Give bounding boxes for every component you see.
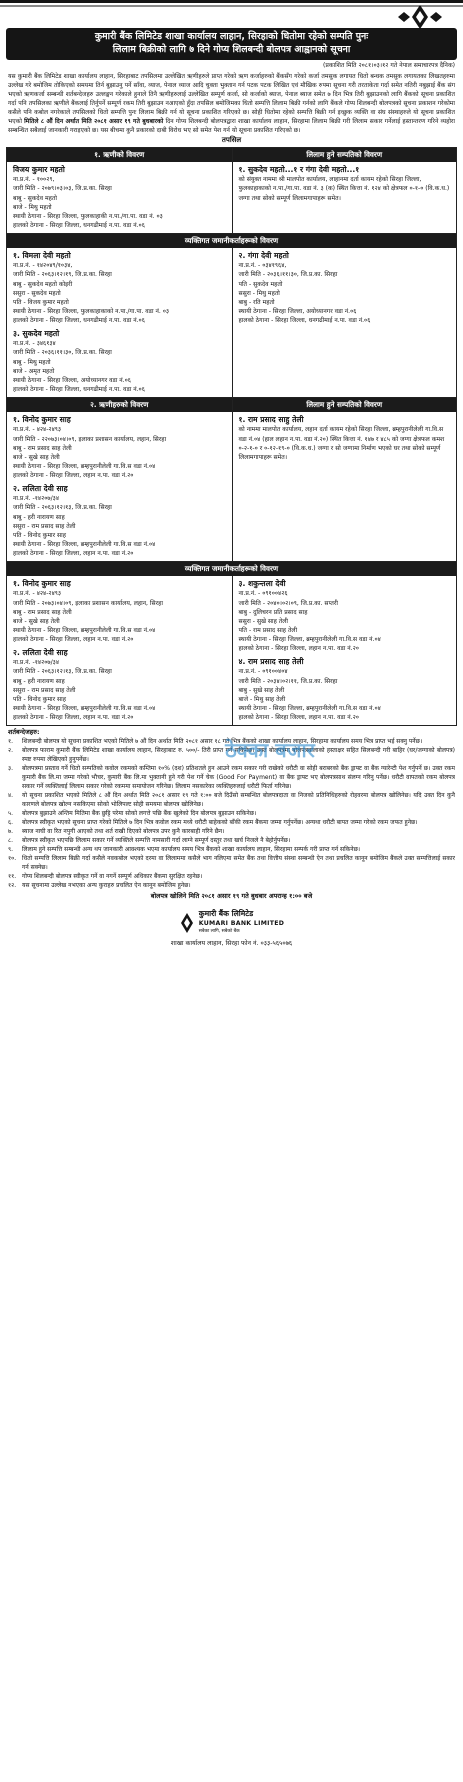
- property-1-owner: १. सुकदेव महतो...१ र गंगा देवी महतो...१: [238, 165, 360, 175]
- tapsil-label: तपसिल: [221, 136, 242, 145]
- detail-line: ना.प्र.नं. - ०९१००४२६: [238, 590, 288, 598]
- guarantor-name: २. गंगा देवी महतो: [238, 251, 289, 261]
- guarantor2-left: [7, 576, 232, 725]
- borrowers-2: [7, 412, 232, 561]
- intro-text-3: दिन गोप्य शिलबन्दी बोलपत्रद्वारा शाखा कार्यालय लाहान, सिरहामा लिलाम बिक्री गरी लिलाम सकार गर्नेलाई हस्तान्तरण गरिने व्यहोरा सम्बन्धित सबैलाई जानकारी गराइएको छ। यस बीचमा कुनै प्रकारको दाबी विरोध भए सो समेत पेश गर्न यो सूचना प्रकाशित गरिएको छ।: [8, 118, 456, 135]
- detail-line: बाबु - रति महतो: [238, 298, 275, 306]
- borrower-1-name: विजय कुमार महतो: [13, 165, 65, 175]
- notice-title-line-1: कुमारी बैंक लिमिटेड शाखा कार्यालय लाहान, सिरहाको धितोमा रहेको सम्पति पुनः: [94, 31, 369, 42]
- footer-bank-logo: [6, 909, 457, 935]
- kumari-logo-icon: [390, 3, 450, 31]
- detail-line: हालको ठेगाना - सिरहा जिल्ला, लहान न.पा. वडा नं.२०: [13, 472, 134, 480]
- guarantor1-body: [7, 248, 456, 397]
- property-2: [232, 412, 457, 561]
- detail-line: स्थायी ठेगाना - सिरहा जिल्ला, ब्रम्हपुरानीलेली गा.वि.स वडा नं.०४: [13, 627, 156, 634]
- watermark-text: ठेक्का बजार: [225, 738, 315, 762]
- detail-line: को नाममा मालपोत कार्यालय, लहान दर्ता कायम रहेको सिरहा जिल्ला, ब्रम्हपुरानीलेली गा.वि.स वडा नं.०४ (हाल लहान न.पा. वडा नं.२०) स्थित कित्ता नं. १४७ र ४८५ को जग्गा क्षेत्रफल कमश ०-२-१-० र ०-१२-१९-० (वि.क.ध.) जग्गा र सो जग्गामा निर्माण भएको घर तथा सोको सम्पूर्ण लिलामगापाहरू समेत।: [238, 426, 445, 461]
- detail-line: जारी मिति - २०३४।०२।११, जि.प्र.का. सिरहा: [238, 677, 338, 685]
- bank-slogan: सबैका लागि, सबैको बैंक: [198, 929, 240, 935]
- detail-line: जारी मिति - २०४०।०२।०९, जि.प्र.का. सप्तरी: [238, 599, 338, 607]
- notice-title-banner: [6, 28, 457, 60]
- detail-line: ना.प्र.नं. - १४२०४९/१०३४,: [13, 262, 73, 270]
- detail-line: हालको ठेगाना - सिरहा जिल्ला, लहान न.पा. वडा नं.२०: [13, 550, 134, 558]
- detail-line: हालको ठेगाना - सिरहा जिल्ला, लहान न.पा. वडा नं.२०: [238, 645, 359, 653]
- footer-contact: शाखा कार्यालय लाहान, सिरहा फोन नं. ०३३-५६५०७६: [170, 939, 293, 947]
- guarantor2-body: [7, 576, 456, 725]
- detail-line: ससुरा - सुखे साह तेली: [238, 617, 288, 625]
- term-item: ७. ब्याज नाघी वा रित नपुगी आएको तथा शर्त राखी दिएको बोलपत्र उपर कुनै कारबाही गरिने छैन।: [8, 828, 225, 836]
- block2-heads: [7, 397, 456, 412]
- term-item: ९. लिलाम हुने सम्पत्ति सम्बन्धी अन्य थप जानकारी आवश्यक भएमा कार्यालय समय भित्र बैंकको शाखा कार्यालय लाहान, सिरहामा सम्पर्क गरी प्राप्त गर्न सकिनेछ।: [8, 846, 361, 854]
- guarantor-name: ३. सुकदेव महतो: [13, 329, 60, 339]
- detail-line: स्थायी ठेगाना - सिरहा जिल्ला, अयोध्यानगर वडा नं.०६: [238, 308, 357, 316]
- term-item: ८. बोलपत्र स्वीकृत भएपछि लिलाम सकार गर्ने व्यक्तिले सम्पत्ति नामसारी गर्दा लाग्ने सम्पूर्ण दस्तुर तथा खर्च निजले नै बेहोर्नुपर्नेछ।: [8, 837, 291, 845]
- guarantor-name: १. विनोद कुमार साह: [13, 579, 71, 589]
- detail-line: बाजे - मिथु साह तेली: [238, 695, 286, 703]
- detail-line: जारी मिति - २०७९।०३।०३, जि.प्र.का. सिरहा: [13, 185, 112, 193]
- detail-line: स्थायी ठेगाना - सिरहा जिल्ला, ब्रम्हपुरानीलेली गा.वि.स वडा नं.०४: [238, 636, 381, 644]
- terms-heading: शर्तबन्देजहरु:: [8, 728, 40, 737]
- detail-line: बाबु - राम प्रसाद साह तेली: [13, 608, 72, 616]
- property-head-1: लिलाम हुने सम्पतिको विवरण: [233, 148, 457, 162]
- detail-line: स्थायी ठेगाना - सिरहा जिल्ला, ब्रम्हपुरानीलेली गा.वि.स वडा नं.०४: [13, 540, 156, 548]
- term-item: ५. बोलपत्र बुझाउने अन्तिम मितिमा बैंक छुट्टि परेमा सोको लगत्ते पछि बैंक खुलेको दिन बोलपत्र बुझाउन सकिनेछ।: [8, 810, 257, 818]
- detail-line: ना.प्र.नं. - ३४६१३४: [13, 340, 56, 348]
- bank-name-english: KUMARI BANK LIMITED: [198, 920, 285, 928]
- detail-line: स्थायी ठेगाना - सिरहा जिल्ला, फुलकाहाकाको न.पा./गा.पा. वडा नं. ०३: [13, 308, 170, 316]
- bank-name-nepali: कुमारी बैंक लिमिटेड: [198, 909, 254, 919]
- property-1: [232, 162, 457, 233]
- detail-line: पति - विनोद कुमार साह: [13, 695, 66, 703]
- detail-line: ना.प्र.नं. -१४२०७/३४: [13, 495, 59, 503]
- detail-line: स्थायी ठेगाना - सिरहा जिल्ला, ब्रम्हपुरानीलेली गा.वि.स वडा नं.०४: [238, 704, 381, 712]
- borrower-head-1: १. ऋणीको विवरण: [7, 148, 232, 162]
- detail-line: बाबु - दुलिचरन प्रति प्रसाद साह: [238, 608, 308, 616]
- guarantor1-left: [7, 248, 232, 397]
- detail-line: ना.प्र.नं. -१४२०७/३४: [13, 659, 59, 667]
- detail-line: बाबु - सुकदेव महतो: [13, 194, 57, 202]
- guarantor-name: १. विमला देवी महतो: [13, 251, 71, 261]
- intro-text-2: सोही धितोमा रहेको सम्पत्ति बिक्री गर्न इच्छुक व्यक्ति वा संघ संस्थाहरुले यो सूचना प्रकाशित भएको: [8, 109, 455, 126]
- detail-line: हालको ठेगाना - सिरहा जिल्ला, धनगढीमाई न.पा. वडा नं.०६: [238, 317, 371, 325]
- property-2-owner: १. राम प्रसाद साहु तेली: [238, 415, 304, 425]
- detail-line: स्थायी ठेगाना - सिरहा जिल्ला, फुलकाहाकी न.पा./गा.पा. वडा नं. ०३: [13, 212, 163, 220]
- detail-line: जारी मिति - २०७३।०४।०९, इलाका प्रशासन कार्यालय, लहान, सिरहा: [13, 599, 163, 607]
- term-item: ४. यो सूचना प्रकाशित भएको मितिले ८ औं दिन अर्थात मिति २०८१ असार १९ गते १:०० बजे दिउँसो सम्बन्धित बोलपत्रदाता वा निजको प्रतिनिधिहरुको रोहवरमा बोलपत्र खोलिनेछ। यदि उक्त दिन कुनै कारणले बोलपत्र खोल्न नसकिएमा सोको भोलिपल्ट सोही समयमा बोलपत्र खोलिनेछ।: [8, 792, 455, 809]
- detail-line: ना.प्र.नं. - ४२४-२४९३: [13, 426, 62, 434]
- detail-line: ना.प्र.नं. - ०९१००४०४: [238, 668, 288, 676]
- guarantor2-right: [232, 576, 457, 725]
- guarantor-head-2: व्यक्तिगत जमानीकर्ताहरूको विवरण: [7, 561, 456, 576]
- detail-line: स्थायी ठेगाना - सिरहा जिल्ला, ब्रम्हपुरानीलेली गा.वि.स वडा नं.०४: [13, 704, 156, 712]
- publication-note: (प्रकाशित मिति २०८१।०३।१२ गते नेपाल समाचारपत्र दैनिक): [323, 62, 455, 70]
- detail-line: जारी मिति - २०३६।११।३०, जि.प्र.का. सिरहा: [13, 349, 112, 357]
- detail-line: जारी मिति - २०६३।१२।१३, जि.प्र.का. सिरहा: [13, 668, 112, 676]
- detail-line: को संयुक्त नाममा श्री मालपोत कार्यालय, लाहानमा दर्ता कायम रहेको सिरहा जिल्ला, फुलकाहाकाको न.पा./गा.पा. वडा नं. ३ (क) स्थित कित्ता नं. १२४ को क्षेत्रफल ०-१-० (वि.क.ध.) जग्गा तथा सोको सम्पूर्ण लिलामगापाहरू समेत।: [238, 176, 450, 202]
- detail-line: बाजे - अमृत महतो: [13, 367, 55, 375]
- detail-line: हालको ठेगाना - सिरहा जिल्ला, धनगढीमाई न.पा. वडा नं.०६: [13, 317, 145, 325]
- intro-paragraph: [6, 72, 457, 135]
- detail-line: जारी मिति - २०६३।१२।१३, जि.प्र.का. सिरहा: [13, 504, 112, 512]
- notice-title-line-2: लिलाम बिक्रीको लागि ७ दिने गोप्य शिलबन्दी बोलपत्र आह्वानको सूचना: [112, 43, 351, 55]
- detail-line: बाजे - सुखे साह तेली: [13, 453, 60, 461]
- detail-line: बाबु - सुखे साह तेली: [238, 686, 285, 694]
- bid-opening-note: बोलपत्र खोलिने मिति २०८१ असार १९ गते बुधबार अपरान्ह १:०० बजे: [150, 892, 313, 901]
- detail-line: पति - विनोद कुमार साह: [13, 531, 66, 539]
- intro-text-1: यस कुमारी बैंक लिमिटेड शाखा कार्यालय लाहान, सिरहाबाट तपसिलमा उल्लेखित ऋणीहरुले प्राप्त गरेको ऋण कर्जाहरुको बैंकसँग गरेको कर्जा तमसुक लगायत धितो बन्धक तमसुक लगायतका लिखतहरुमा उल्लेख गरे बमोजिम तोकिएको समयमा तिर्न बुझाउनु पर्ने साँवा, व्याज, पेनाल व्याज आदि चुक्ता भुक्तान गर्न पटक पटक लिखित एवं मौखिक रुपमा सूचना गरी तरताकेता गर्दा समेत नतिरी नबुझाई बैंक संग भएको ऋणकर्जा सम्बन्धी शर्तबन्देजहरु उल्लङ्घन गरेकाले हुनाले तिनै ऋणीहरुलाई उल्लेखित सम्पूर्ण कर्जा, सो कर्जाको ब्याज, पेनाल ब्याज समेत ७ दिन भित्र तिरी बुझाउनको लागि बैंकको सूचना प्रकाशित गर्दा पनि तपसिलका ऋणीले बैंकलाई तिर्नुपर्ने सम्पूर्ण रकम तिरी बुझाउन नआएको हुँदा तपसिल बमोजिमका धितो सम्पत्ति लिलाम बिक्री गर्नको लागि बैंकले गोप्य शिलबन्दी बोलपत्रको सूचना प्रकाशन गरेकोमा कसैले पनि कबोल नगरेकाले तपसिलको धितो सम्पत्ति पुनः लिलाम बिक्री गर्न यो सूचना प्रकाशित गरिएको छ।: [8, 73, 455, 117]
- detail-line: जारी मिति - २०६३।१२।१९, जि.प्र.का. सिरहा: [13, 271, 112, 279]
- guarantor-name: २. ललिता देवी साह: [13, 648, 68, 658]
- block1-body: [7, 162, 456, 233]
- term-item: ३. बोलपत्रमा प्रस्ताव गर्ने धितो सम्पतिको कवोल रकमको कम्तिमा १०% (दश) प्रतिशतले हुन आउने रकम सकार गरी राखेको धरौटी वा सोही बराबरको बैंक ड्राफ्ट वा बैंक ग्यारेन्टी पेश गर्नुपर्ने छ। उक्त रकम कुमारी बैंक लि.मा जम्मा गरेको भौचर, कुमारी बैंक लि.मा भुक्तानी हुने गरी पेश गर्ने चेक (Good For Payment) वा बैंक ड्राफ्ट भए बोलपत्रसाथ संलग्न गरिनु पर्नेछ। धरौटी वापतको रकम बोलपत्र सकार गर्ने व्यक्तिलाई लिलाम सकार गरेको रकममा समायोजन गरिनेछ। लिलाम नसकारेका व्यक्तिहरुलाई धरौटी फिर्ता गरिनेछ।: [8, 765, 455, 791]
- detail-line: बाबु - हरी नारायण साह: [13, 677, 65, 685]
- detail-line: बाबु - हरी नारायण साह: [13, 513, 65, 521]
- detail-line: हालको ठेगाना - सिरहा जिल्ला, लहान न.पा. वडा नं.२०: [13, 714, 134, 722]
- detail-line: ससुरा - राम प्रसाद साह तेली: [13, 686, 76, 694]
- borrower-1: [7, 162, 232, 233]
- borrower-name: २. ललिता देवी साह: [13, 484, 68, 494]
- block2-body: [7, 412, 456, 561]
- detail-line: बाबु - सुकदेव महतो कोइरी: [13, 280, 73, 288]
- term-item: २. बोलपत्र फाराम कुमारी बैंक लिमिटेड शाखा कार्यालय लाहान, सिरहाबाट रु. ५००/- तिरी प्राप्त गर्न सकिनेछ। उक्त बोलपत्रमा बोलपत्रवालाको हस्ताक्षर सहित सिलबन्दी गरी बाहिर (घर/जग्गाको बोलपत्र) स्पष्ट रुपमा लेखिएको हुनुपर्नेछ।: [8, 747, 455, 764]
- property-head-2: लिलाम हुने सम्पतिको विवरण: [233, 397, 457, 412]
- detail-line: स्थायी ठेगाना - सिरहा जिल्ला, अयोध्यानगर वडा नं.०६: [13, 376, 131, 384]
- detail-line: पति - राम प्रसाद साह तेली: [238, 627, 298, 634]
- detail-line: ससुरा - मिथु महतो: [238, 289, 280, 297]
- guarantor-name: ३. शकुन्तला देवी: [238, 579, 286, 589]
- detail-line: हालको ठेगाना - सिरहा जिल्ला, लहान न.पा. वडा नं.२०: [13, 636, 134, 644]
- detail-line: ना.प्र.नं. - ४२४-२४९३: [13, 590, 62, 598]
- thekka-bazar-watermark: [200, 735, 340, 765]
- detail-line: ससुरा - सुकदेव महतो: [13, 289, 61, 297]
- detail-line: बाजे - मिथु महतो: [13, 203, 52, 211]
- detail-line: बाबु - मिथु महतो: [13, 358, 51, 366]
- term-item: १०. धितो सम्पत्ति लिलाम बिक्री गर्दा कसैले नवकबोल भएको दरमा वा लिलाममा कसैले भाग नलिएमा समेत बैंक तथा वित्तीय संस्था सम्बन्धी ऐन तथा प्रचलित कानून बमोजिम बैंकले उक्त सम्पत्तिलाई सकार गर्न सक्नेछ।: [8, 855, 455, 872]
- term-item: १२. यस सूचनामा उल्लेख नभएका अन्य कुराहरु प्रचलित ऐन कानून बमोजिम हुनेछ।: [8, 882, 191, 890]
- intro-bold-date: मितिले ८ औं दिन अर्थात मिति २०८१ असार १९ गते बुधबारको: [24, 118, 164, 126]
- detail-line: पति - सुकदेव महतो: [238, 280, 283, 288]
- detail-line: पति - विजय कुमार महतो: [13, 298, 69, 306]
- borrower-name: १. विनोद कुमार साह: [13, 415, 71, 425]
- kumari-bank-logo-icon: [179, 912, 195, 934]
- detail-line: हालको ठेगाना - सिरहा जिल्ला, धनगढीमाई न.पा. वडा नं.०६: [13, 221, 145, 229]
- term-item: ११. गोप्य शिलबन्दी बोलपत्र स्वीकृत गर्ने वा नगर्ने सम्पूर्ण अधिकार बैंकमा सुरक्षित रहनेछ।: [8, 873, 203, 881]
- detail-line: बाबु - राम प्रसाद साह तेली: [13, 444, 72, 452]
- detail-line: ससुरा - राम प्रसाद साह तेली: [13, 522, 76, 530]
- detail-line: ना.प्र.नं. - १००२९,: [13, 176, 55, 184]
- guarantor-name: ४. राम प्रसाद साह तेली: [238, 657, 304, 667]
- block1-heads: [7, 148, 456, 162]
- detail-line: बाजे - सुखे साह तेली: [13, 617, 60, 625]
- detail-line: हालको ठेगाना - सिरहा जिल्ला, लहान न.पा. वडा नं.२०: [238, 714, 359, 722]
- term-item: ६. बोलपत्र स्वीकृत भएको सूचना प्राप्त गरेको मितिले ७ दिन भित्र कवोल रकम मध्ये धरौटी बाहेकको बाँकी रकम बैंकमा जम्मा गर्नुपर्नेछ। अन्यथा धरौटी बापत जम्मा गरेको रकम जफत हुनेछ।: [8, 819, 418, 827]
- detail-line: जारी मिति - २२०७३।०४।०९, इलाका प्रशासन कार्यालय, लहान, सिरहा: [13, 435, 167, 443]
- details-table: [6, 147, 457, 726]
- detail-line: जारी मिति - २०३६।११।३०, जि.प्र.का. सिरहा: [238, 271, 338, 279]
- guarantor-head-1: व्यक्तिगत जमानीकर्ताहरूको विवरण: [7, 233, 456, 248]
- detail-line: ना.प्र.नं. - ०३४१९६४,: [238, 262, 287, 270]
- guarantor1-right: [232, 248, 457, 397]
- borrower-head-2: २. ऋणीहरुको विवरण: [7, 397, 232, 412]
- detail-line: हालको ठेगाना - सिरहा जिल्ला, धनगढीमाई न.पा. वडा नं.०६: [13, 386, 145, 394]
- term-item: १. शिलबन्दी बोलपत्र यो सूचना प्रकाशित भएको मितिले ७ औं दिन अर्थात मिति २०८१ असार १८ गते भित्र बैंकको शाखा कार्यालय लाहान, सिरहामा कार्यालय समय भित्र प्राप्त भई सक्नु पर्नेछ।: [8, 738, 423, 746]
- footer-bank-name: [199, 909, 285, 935]
- detail-line: स्थायी ठेगाना - सिरहा जिल्ला, ब्रम्हपुरानीलेली गा.वि.स वडा नं.०४: [13, 462, 156, 470]
